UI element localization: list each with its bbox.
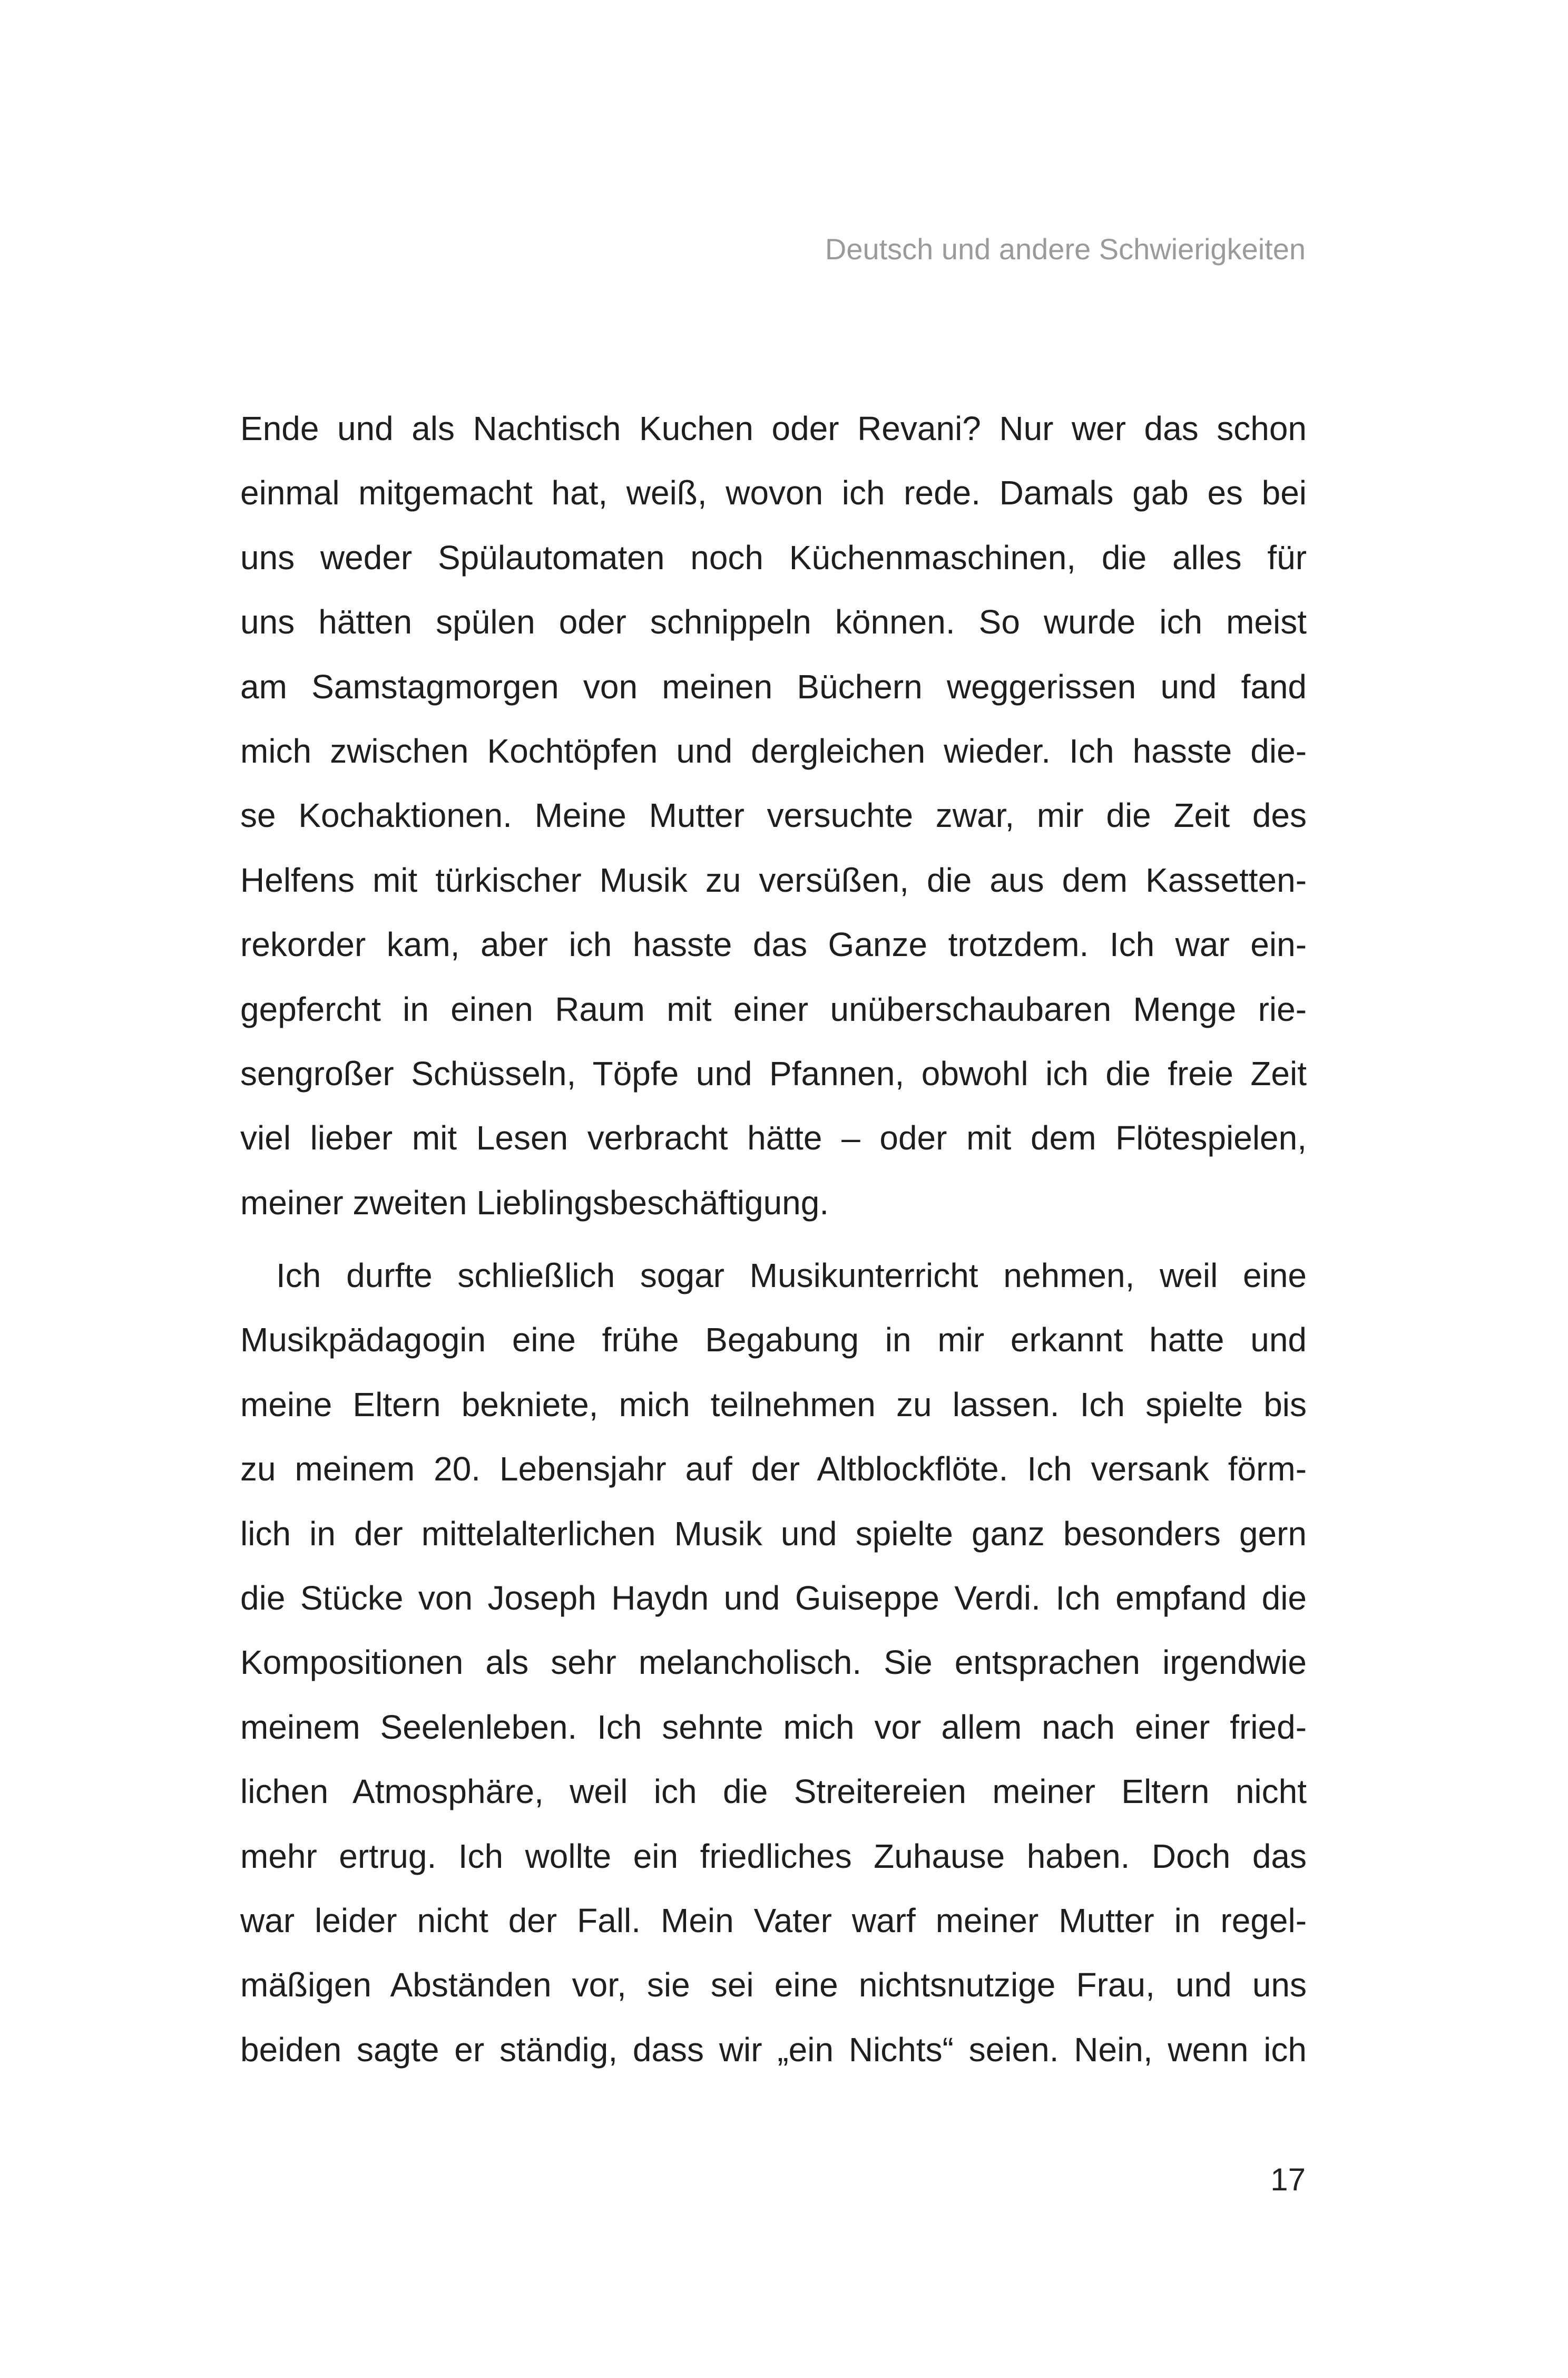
text-line: mäßigen Abständen vor, sie sei eine nichtsnutzige Frau, und uns — [240, 1966, 1307, 2004]
page-number: 17 — [1270, 2162, 1306, 2197]
text-line: sengroßer Schüsseln, Töpfe und Pfannen, obwohl ich die freie Zeit — [240, 1054, 1307, 1093]
text-line: mehr ertrug. Ich wollte ein friedliches Zuhause haben. Doch das — [240, 1837, 1307, 1875]
running-head: Deutsch und andere Schwierigkeiten — [825, 232, 1306, 266]
text-line: uns hätten spülen oder schnippeln können. So wurde ich meist — [240, 603, 1307, 641]
text-line: mich zwischen Kochtöpfen und dergleichen wieder. Ich hasste die- — [240, 732, 1307, 770]
text-line: lichen Atmosphäre, weil ich die Streitereien meiner Eltern nicht — [240, 1772, 1307, 1811]
text-line: gepfercht in einen Raum mit einer unüberschaubaren Menge rie- — [240, 990, 1307, 1028]
text-line: Kompositionen als sehr melancholisch. Sie entsprachen irgendwie — [240, 1643, 1307, 1682]
text-line: zu meinem 20. Lebensjahr auf der Altblockflöte. Ich versank förm- — [240, 1450, 1307, 1488]
text-line: am Samstagmorgen von meinen Büchern weggerissen und fand — [240, 667, 1307, 706]
text-line: meiner zweiten Lieblingsbeschäftigung. — [240, 1183, 829, 1222]
text-line: rekorder kam, aber ich hasste das Ganze trotzdem. Ich war ein- — [240, 925, 1307, 964]
text-line: war leider nicht der Fall. Mein Vater warf meiner Mutter in regel- — [240, 1901, 1307, 1940]
text-line: meine Eltern bekniete, mich teilnehmen zu lassen. Ich spielte bis — [240, 1385, 1307, 1424]
text-line: uns weder Spülautomaten noch Küchenmaschinen, die alles für — [240, 538, 1307, 577]
text-line: lich in der mittelalterlichen Musik und spielte ganz besonders gern — [240, 1514, 1307, 1553]
text-line: einmal mitgemacht hat, weiß, wovon ich rede. Damals gab es bei — [240, 474, 1307, 512]
text-line: die Stücke von Joseph Haydn und Guiseppe Verdi. Ich empfand die — [240, 1579, 1307, 1617]
text-line: Musikpädagogin eine frühe Begabung in mir erkannt hatte und — [240, 1321, 1307, 1359]
paragraph — [240, 1243, 1307, 2082]
paragraph — [240, 396, 1307, 1235]
text-line: Ende und als Nachtisch Kuchen oder Revani? Nur wer das schon — [240, 410, 1307, 447]
text-line: Ich durfte schließlich sogar Musikunterricht nehmen, weil eine — [276, 1256, 1307, 1295]
text-line: viel lieber mit Lesen verbracht hätte – oder mit dem Flötespielen, — [240, 1119, 1307, 1157]
body-text — [240, 396, 1307, 2082]
text-line: se Kochaktionen. Meine Mutter versuchte zwar, mir die Zeit des — [240, 796, 1307, 835]
text-line: meinem Seelenleben. Ich sehnte mich vor allem nach einer fried- — [240, 1708, 1307, 1746]
text-line: beiden sagte er ständig, dass wir „ein Nichts“ seien. Nein, wenn ich — [240, 2030, 1307, 2069]
text-line: Helfens mit türkischer Musik zu versüßen, die aus dem Kassetten- — [240, 861, 1307, 899]
